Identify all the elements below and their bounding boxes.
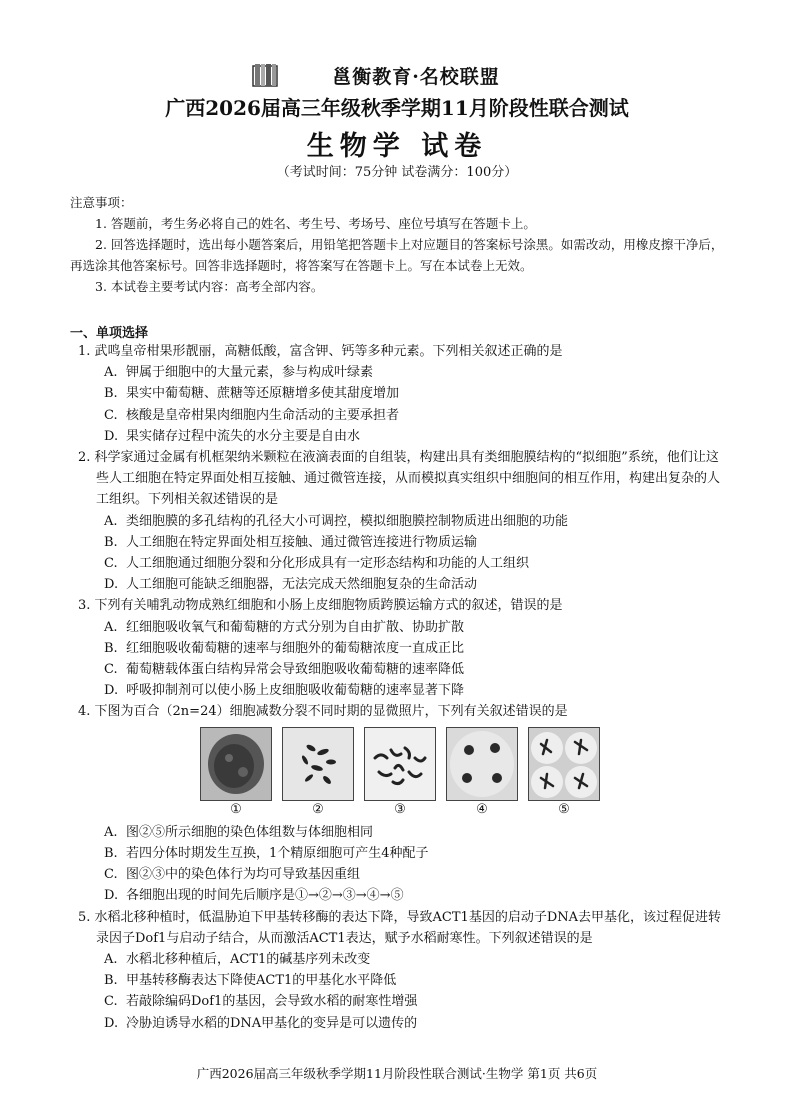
section-title: 一、单项选择 (70, 326, 149, 341)
subject-title: 生物学 试卷 (306, 131, 488, 162)
micrograph-labels (200, 799, 728, 820)
option-a: A. 类细胞膜的多孔结构的孔径大小可调控，模拟细胞膜控制物质进出细胞的功能 (104, 513, 569, 529)
micrograph-label: ⑤ (558, 801, 570, 817)
micrograph-4 (446, 727, 518, 801)
option-a: A. 水稻北移种植后，ACT1的碱基序列未改变 (104, 952, 371, 968)
option-c: C. 图②③中的染色体行为均可导致基因重组 (104, 867, 361, 883)
notice-item: 1. 答题前，考生务必将自己的姓名、考生号、考场号、座位号填写在答题卡上。 (95, 216, 536, 231)
question-5 (78, 907, 728, 1034)
question-3 (78, 595, 728, 701)
option-c: C. 核酸是皇帝柑果肉细胞内生命活动的主要承担者 (104, 407, 400, 423)
micrograph-5 (528, 727, 600, 801)
option-d: D. 果实储存过程中流失的水分主要是自由水 (104, 428, 361, 444)
option-d: D. 各细胞出现的时间先后顺序是①→②→③→④→⑤ (104, 888, 404, 904)
question-stem: 2. 科学家通过金属有机框架纳米颗粒在液滴表面的自组装，构建出具有类细胞膜结构的“拟细胞”系统，他们让这些人工细胞在特定界面处相互接触、通过微管连接，从而模拟真实组织中细胞间的相互作用，构建出复杂的人工组织。下列相关叙述错误的是 (78, 450, 721, 508)
question-stem: 5. 水稻北移种植时，低温胁迫下甲基转移酶的表达下降，导致ACT1基因的启动子DNA去甲基化，该过程促进转录因子Dof1与启动子结合，从而激活ACT1表达，赋予水稻耐寒性。下列叙述错误的是 (78, 909, 721, 946)
micrograph-3 (364, 727, 436, 801)
exam-title: 广西2026届高三年级秋季学期11月阶段性联合测试 (165, 96, 629, 120)
question-list (78, 341, 728, 1034)
option-c: C. 人工细胞通过细胞分裂和分化形成具有一定形态结构和功能的人工组织 (104, 556, 530, 572)
brand-name: 邕衡教育·名校联盟 (332, 66, 500, 88)
micrograph-2 (282, 727, 354, 801)
option-d: D. 冷胁迫诱导水稻的DNA甲基化的变异是可以遗传的 (104, 1015, 418, 1031)
notice-item: 3. 本试卷主要考试内容：高考全部内容。 (95, 279, 324, 294)
micrograph-label: ① (230, 801, 242, 817)
notice-section (70, 192, 730, 297)
question-stem: 1. 武鸣皇帝柑果形靓丽，高糖低酸，富含钾、钙等多种元素。下列相关叙述正确的是 (78, 344, 563, 359)
micrograph-1 (200, 727, 272, 801)
page-footer: 广西2026届高三年级秋季学期11月阶段性联合测试·生物学 第1页 共6页 (196, 1066, 598, 1081)
micrograph-row (200, 727, 728, 799)
option-a: A. 红细胞吸收氧气和葡萄糖的方式分别为自由扩散、协助扩散 (104, 619, 465, 635)
micrograph-label: ③ (394, 801, 406, 817)
question-2 (78, 447, 728, 595)
micrograph-label: ④ (476, 801, 488, 817)
notice-title: 注意事项： (70, 195, 133, 210)
option-c: C. 若敲除编码Dof1的基因，会导致水稻的耐寒性增强 (104, 994, 418, 1010)
option-b: B. 人工细胞在特定界面处相互接触、通过微管连接进行物质运输 (104, 534, 478, 550)
question-stem: 3. 下列有关哺乳动物成熟红细胞和小肠上皮细胞物质跨膜运输方式的叙述，错误的是 (78, 598, 563, 614)
question-4 (78, 701, 728, 906)
exam-meta: （考试时间：75分钟 试卷满分：100分） (276, 165, 518, 180)
notice-item: 2. 回答选择题时，选出每小题答案后，用铅笔把答题卡上对应题目的答案标号涂黑。如需改动，用橡皮擦干净后，再选涂其他答案标号。回答非选择题时，将答案写在答题卡上。写在本试卷上无效。 (70, 237, 724, 273)
option-a: A. 图②⑤所示细胞的染色体组数与体细胞相同 (104, 824, 374, 840)
option-c: C. 葡萄糖载体蛋白结构异常会导致细胞吸收葡萄糖的速率降低 (104, 662, 465, 678)
micrograph-label: ② (312, 801, 324, 817)
question-stem: 4. 下图为百合（2n=24）细胞减数分裂不同时期的显微照片，下列有关叙述错误的是 (78, 704, 568, 720)
option-b: B. 果实中葡萄糖、蔗糖等还原糖增多使其甜度增加 (104, 386, 400, 402)
option-b: B. 若四分体时期发生互换，1个精原细胞可产生4种配子 (104, 846, 429, 862)
option-b: B. 甲基转移酶表达下降使ACT1的甲基化水平降低 (104, 973, 397, 989)
option-a: A. 钾属于细胞中的大量元素，参与构成叶绿素 (104, 365, 374, 381)
option-d: D. 人工细胞可能缺乏细胞器，无法完成天然细胞复杂的生命活动 (104, 577, 478, 593)
option-b: B. 红细胞吸收葡萄糖的速率与细胞外的葡萄糖浓度一直成正比 (104, 640, 465, 656)
option-d: D. 呼吸抑制剂可以使小肠上皮细胞吸收葡萄糖的速率显著下降 (104, 683, 465, 699)
question-1 (78, 341, 728, 447)
